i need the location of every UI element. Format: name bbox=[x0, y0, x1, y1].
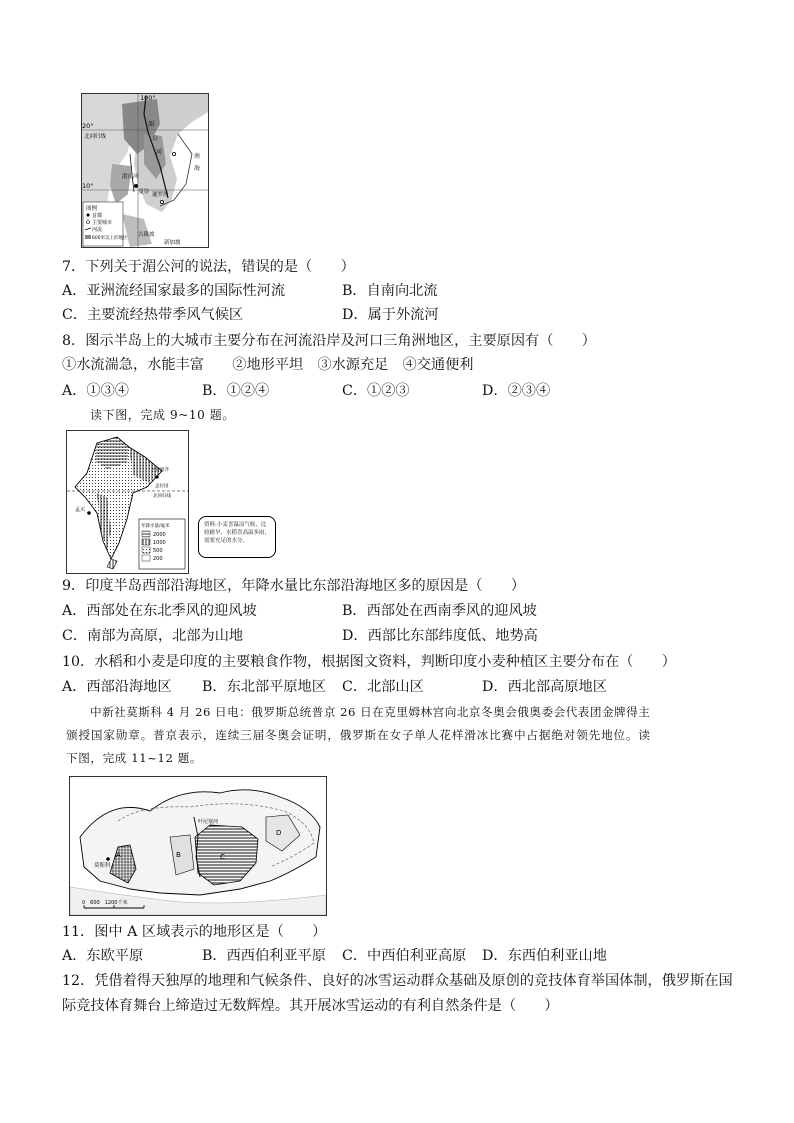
q7-option-d[interactable]: D．属于外流河 bbox=[342, 307, 439, 323]
q11-stem: 11．图中 A 区域表示的地形区是（ ） bbox=[62, 924, 327, 940]
intro-11-12-line3: 下图，完成 11~12 题。 bbox=[66, 751, 203, 765]
svg-text:孟拉国: 孟拉国 bbox=[155, 484, 169, 489]
svg-text:南: 南 bbox=[194, 153, 201, 160]
q7-stem: 7．下列关于湄公河的说法，错误的是（ ） bbox=[62, 259, 355, 275]
russia-map bbox=[69, 776, 327, 916]
indochina-map-svg bbox=[82, 94, 208, 247]
svg-text:湄南河: 湄南河 bbox=[122, 174, 139, 180]
svg-text:河流: 河流 bbox=[92, 227, 103, 233]
q11-option-c[interactable]: C．中西伯利亚高原 bbox=[342, 948, 467, 964]
intro-11-12-line2: 颁授国家勋章。普京表示，连续三届冬奥会证明，俄罗斯在女子单人花样滑冰比赛中占据绝对领先地位。读 bbox=[66, 728, 651, 742]
svg-text:海: 海 bbox=[194, 165, 201, 172]
q12-stem-line2: 际竞技体育舞台上缔造过无数辉煌。其开展冰雪运动的有利自然条件是（ ） bbox=[62, 998, 559, 1014]
q7-option-b[interactable]: B．自南向北流 bbox=[342, 283, 438, 299]
intro-9-10: 读下图，完成 9~10 题。 bbox=[90, 408, 235, 422]
map2-note-box bbox=[198, 516, 276, 558]
svg-text:河: 河 bbox=[156, 149, 163, 156]
q10-option-c[interactable]: C．北部山区 bbox=[342, 679, 424, 695]
q10-option-a[interactable]: A．西部沿海地区 bbox=[62, 679, 172, 695]
q11-option-a[interactable]: A．东欧平原 bbox=[62, 948, 144, 964]
svg-text:公: 公 bbox=[152, 135, 159, 142]
svg-text:主要城市: 主要城市 bbox=[92, 220, 113, 226]
q7-option-a[interactable]: A．亚洲流经国家最多的国际性河流 bbox=[62, 283, 286, 299]
svg-text:乞拉朋齐: 乞拉朋齐 bbox=[151, 468, 169, 473]
q8-option-d[interactable]: D．②③④ bbox=[482, 383, 551, 399]
svg-text:200: 200 bbox=[153, 556, 163, 562]
q9-option-d[interactable]: D．西部比东部纬度低、地势高 bbox=[342, 628, 538, 644]
lat-label-10: 10° bbox=[82, 182, 94, 190]
russia-map-svg bbox=[70, 777, 326, 915]
q8-option-a[interactable]: A．①③④ bbox=[62, 383, 129, 399]
svg-text:吉隆坡: 吉隆坡 bbox=[138, 232, 155, 238]
map2-note: 资料:小麦喜温凉气候，比较耐旱，水稻喜高温多雨，需要充足的水分。 bbox=[204, 522, 271, 544]
q11-option-b[interactable]: B．西西伯利亚平原 bbox=[202, 948, 326, 964]
label-a: A bbox=[116, 851, 121, 859]
q10-option-b[interactable]: B．东北部平原地区 bbox=[202, 679, 326, 695]
q10-stem: 10．水稻和小麦是印度的主要粮食作物，根据图文资料，判断印度小麦种植区主要分布在（ ） bbox=[62, 654, 676, 670]
q8-option-b[interactable]: B．①②④ bbox=[202, 383, 270, 399]
svg-text:图例: 图例 bbox=[86, 206, 98, 212]
svg-text:500: 500 bbox=[153, 548, 163, 554]
label-d: D bbox=[276, 829, 282, 837]
svg-text:年降水量/毫米: 年降水量/毫米 bbox=[141, 524, 170, 529]
svg-text:1000: 1000 bbox=[153, 540, 166, 546]
q10-option-d[interactable]: D．西北部高原地区 bbox=[482, 679, 607, 695]
label-b: B bbox=[176, 851, 181, 859]
q9-option-c[interactable]: C．南部为高原，北部为山地 bbox=[62, 628, 244, 644]
tropic-label-2: 北回归线 bbox=[153, 494, 171, 499]
svg-text:600米以上的地区: 600米以上的地区 bbox=[92, 236, 128, 241]
svg-text:首都: 首都 bbox=[92, 213, 103, 219]
india-map-svg bbox=[67, 431, 188, 573]
svg-text:湄: 湄 bbox=[148, 121, 155, 128]
lon-label-100: 100° bbox=[140, 94, 156, 102]
intro-11-12-line1: 中新社莫斯科 4 月 26 日电：俄罗斯总统普京 26 日在克里姆林宫向北京冬奥会俄奥委会代表团金牌得主 bbox=[90, 705, 651, 719]
q8-factors: ①水流湍急，水能丰富 ②地形平坦 ③水源充足 ④交通便利 bbox=[62, 357, 474, 373]
q8-stem: 8．图示半岛上的大城市主要分布在河流沿岸及河口三角洲地区，主要原因有（ ） bbox=[62, 333, 596, 349]
q11-option-d[interactable]: D．东西伯利亚山地 bbox=[482, 948, 607, 964]
q12-stem-line1: 12．凭借着得天独厚的地理和气候条件、良好的冰雪运动群众基础及原创的竞技体育举国体制，俄罗斯在国 bbox=[62, 973, 733, 989]
q9-option-b[interactable]: B．西部处在西南季风的迎风坡 bbox=[342, 603, 537, 619]
bangkok-label: 曼谷 bbox=[138, 189, 150, 195]
indochina-map bbox=[81, 93, 209, 248]
label-yenisei: 叶尼塞河 bbox=[198, 819, 219, 825]
q9-stem: 9．印度半岛西部沿海地区，年降水量比东部沿海地区多的原因是（ ） bbox=[62, 578, 526, 594]
lat-label-20: 20° bbox=[82, 122, 94, 130]
capital-marker bbox=[134, 184, 138, 188]
svg-text:2000: 2000 bbox=[153, 532, 166, 538]
q9-option-a[interactable]: A．西部处在东北季风的迎风坡 bbox=[62, 603, 257, 619]
label-moscow: 莫斯科 bbox=[94, 863, 111, 869]
label-c: C bbox=[220, 853, 225, 861]
scale-bar-label: 0 600 1200千米 bbox=[82, 900, 128, 906]
mumbai-label: 孟买 bbox=[75, 507, 86, 513]
india-map bbox=[66, 430, 189, 574]
tropic-label: 北回归线 bbox=[84, 134, 107, 140]
q8-option-c[interactable]: C．①②③ bbox=[342, 383, 410, 399]
svg-text:新加坡: 新加坡 bbox=[164, 240, 181, 246]
svg-text:暹罗湾: 暹罗湾 bbox=[152, 192, 169, 198]
q7-option-c[interactable]: C．主要流经热带季风气候区 bbox=[62, 307, 244, 323]
